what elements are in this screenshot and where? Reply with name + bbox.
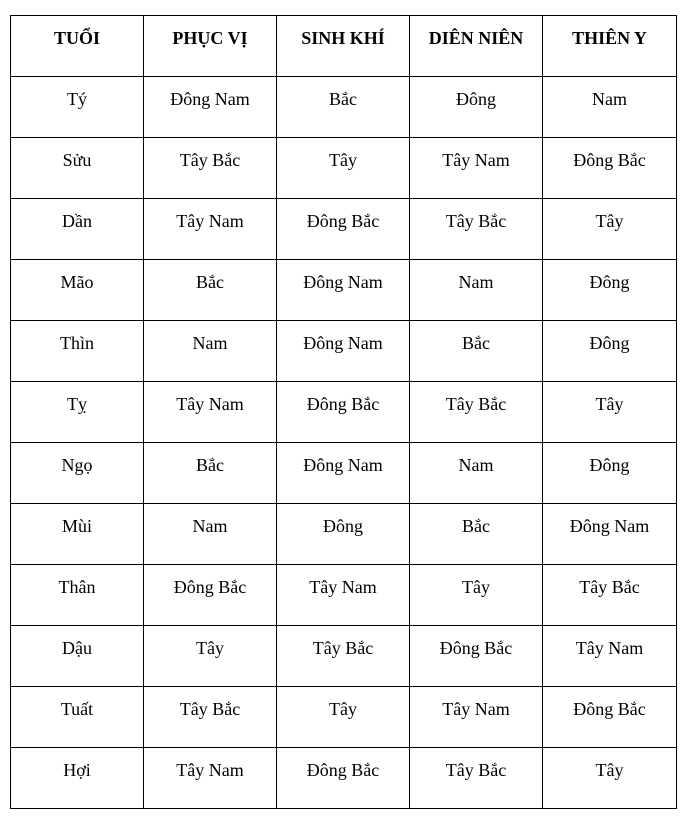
- cell-text: Tây: [595, 760, 624, 780]
- table-cell-tuoi: [11, 260, 144, 321]
- cell-text: Nam: [192, 333, 228, 353]
- header-label: DIÊN NIÊN: [428, 28, 524, 48]
- cell-text: Nam: [192, 516, 228, 536]
- table-cell-dien-nien: [410, 626, 543, 687]
- table-cell-thien-y: [543, 626, 677, 687]
- table-row: [11, 626, 677, 687]
- cell-text: Đông Bắc: [306, 760, 380, 780]
- table-cell-thien-y: [543, 565, 677, 626]
- table-cell-tuoi: [11, 138, 144, 199]
- cell-text: Tây: [595, 211, 624, 231]
- cell-text: Dậu: [62, 638, 92, 658]
- cell-text: Nam: [458, 272, 494, 292]
- cell-text: Tây Nam: [442, 150, 510, 170]
- table-row: [11, 199, 677, 260]
- table-cell-sinh-khi: [277, 77, 410, 138]
- header-label: THIÊN Y: [572, 28, 647, 48]
- table-row: [11, 260, 677, 321]
- table-cell-tuoi: [11, 504, 144, 565]
- table-cell-sinh-khi: [277, 382, 410, 443]
- cell-text: Tây Nam: [176, 211, 244, 231]
- header-cell-phuc-vi: [144, 16, 277, 77]
- table-cell-sinh-khi: [277, 565, 410, 626]
- cell-text: Tây Bắc: [179, 699, 241, 719]
- cell-text: Mùi: [61, 516, 92, 536]
- table-cell-dien-nien: [410, 687, 543, 748]
- cell-text: Đông: [323, 516, 363, 536]
- cell-text: Tây: [595, 394, 624, 414]
- table-cell-dien-nien: [410, 260, 543, 321]
- table-cell-phuc-vi: [144, 260, 277, 321]
- table-cell-dien-nien: [410, 382, 543, 443]
- table-cell-thien-y: [543, 321, 677, 382]
- table-cell-sinh-khi: [277, 260, 410, 321]
- table-cell-sinh-khi: [277, 443, 410, 504]
- cell-text: Đông: [456, 89, 496, 109]
- cell-text: Đông Nam: [303, 333, 383, 353]
- cell-text: Tây: [196, 638, 224, 658]
- cell-text: Sửu: [62, 150, 92, 170]
- cell-text: Tây Bắc: [445, 760, 507, 780]
- table-cell-phuc-vi: [144, 504, 277, 565]
- table-cell-thien-y: [543, 138, 677, 199]
- table-cell-phuc-vi: [144, 382, 277, 443]
- cell-text: Tây Nam: [176, 394, 244, 414]
- cell-text: Bắc: [462, 333, 490, 353]
- cell-text: Bắc: [196, 272, 224, 292]
- header-label: PHỤC VỊ: [172, 28, 248, 48]
- table-cell-phuc-vi: [144, 199, 277, 260]
- header-cell-dien-nien: [410, 16, 543, 77]
- table-cell-dien-nien: [410, 321, 543, 382]
- table-row: [11, 382, 677, 443]
- table-cell-phuc-vi: [144, 565, 277, 626]
- cell-text: Đông: [589, 455, 630, 475]
- cell-text: Ngọ: [61, 455, 93, 475]
- cell-text: Tây Nam: [176, 760, 244, 780]
- header-row: [11, 16, 677, 77]
- cell-text: Đông Bắc: [173, 577, 247, 597]
- cell-text: Tây Nam: [442, 699, 510, 719]
- header-label: SINH KHÍ: [301, 28, 385, 48]
- cell-text: Đông: [589, 272, 630, 292]
- cell-text: Đông Bắc: [439, 638, 513, 658]
- cell-text: Đông Nam: [303, 455, 383, 475]
- cell-text: Đông Bắc: [306, 211, 380, 231]
- table-row: [11, 77, 677, 138]
- cell-text: Dần: [62, 211, 92, 231]
- cell-text: Tây Bắc: [445, 394, 507, 414]
- header-cell-sinh-khi: [277, 16, 410, 77]
- table-row: [11, 687, 677, 748]
- table-cell-dien-nien: [410, 504, 543, 565]
- table-cell-phuc-vi: [144, 321, 277, 382]
- cell-text: Tý: [67, 89, 87, 109]
- cell-text: Đông Bắc: [573, 150, 646, 170]
- cell-text: Bắc: [329, 89, 357, 109]
- table-cell-thien-y: [543, 748, 677, 809]
- direction-table: [10, 15, 677, 809]
- cell-text: Tây: [329, 150, 357, 170]
- header-cell-thien-y: [543, 16, 677, 77]
- cell-text: Tây: [462, 577, 490, 597]
- table-cell-tuoi: [11, 199, 144, 260]
- cell-text: Nam: [592, 89, 627, 109]
- table-cell-dien-nien: [410, 77, 543, 138]
- table-cell-sinh-khi: [277, 138, 410, 199]
- table-cell-phuc-vi: [144, 687, 277, 748]
- cell-text: Mão: [60, 272, 94, 292]
- table-cell-thien-y: [543, 77, 677, 138]
- table-cell-phuc-vi: [144, 443, 277, 504]
- cell-text: Đông Nam: [303, 272, 383, 292]
- table-cell-tuoi: [11, 687, 144, 748]
- table-row: [11, 443, 677, 504]
- table-row: [11, 504, 677, 565]
- table-cell-dien-nien: [410, 138, 543, 199]
- table-cell-sinh-khi: [277, 199, 410, 260]
- table-cell-tuoi: [11, 443, 144, 504]
- table-cell-phuc-vi: [144, 626, 277, 687]
- cell-text: Tây Bắc: [179, 150, 241, 170]
- cell-text: Thân: [58, 577, 96, 597]
- table-row: [11, 748, 677, 809]
- table-row: [11, 565, 677, 626]
- table-cell-phuc-vi: [144, 748, 277, 809]
- cell-text: Đông Nam: [170, 89, 250, 109]
- table-cell-tuoi: [11, 382, 144, 443]
- table-cell-phuc-vi: [144, 138, 277, 199]
- table-cell-thien-y: [543, 687, 677, 748]
- table-cell-sinh-khi: [277, 687, 410, 748]
- cell-text: Thìn: [60, 333, 94, 353]
- header-cell-tuoi: [11, 16, 144, 77]
- cell-text: Bắc: [462, 516, 490, 536]
- direction-table-container: [10, 15, 677, 809]
- table-cell-sinh-khi: [277, 748, 410, 809]
- table-cell-phuc-vi: [144, 77, 277, 138]
- table-cell-dien-nien: [410, 443, 543, 504]
- header-label: TUỔI: [53, 28, 100, 48]
- cell-text: Tuất: [60, 699, 94, 719]
- cell-text: Tỵ: [67, 394, 87, 414]
- table-cell-sinh-khi: [277, 504, 410, 565]
- table-cell-thien-y: [543, 382, 677, 443]
- cell-text: Tây Nam: [309, 577, 377, 597]
- table-cell-tuoi: [11, 748, 144, 809]
- cell-text: Hợi: [63, 760, 91, 780]
- table-row: [11, 138, 677, 199]
- table-cell-dien-nien: [410, 748, 543, 809]
- table-row: [11, 321, 677, 382]
- table-cell-tuoi: [11, 77, 144, 138]
- cell-text: Nam: [458, 455, 494, 475]
- cell-text: Đông: [589, 333, 630, 353]
- cell-text: Đông Bắc: [573, 699, 646, 719]
- cell-text: Tây: [329, 699, 357, 719]
- cell-text: Tây Bắc: [445, 211, 507, 231]
- table-cell-sinh-khi: [277, 626, 410, 687]
- table-cell-dien-nien: [410, 565, 543, 626]
- cell-text: Bắc: [196, 455, 224, 475]
- table-cell-thien-y: [543, 199, 677, 260]
- table-cell-thien-y: [543, 260, 677, 321]
- cell-text: Tây Bắc: [312, 638, 374, 658]
- table-cell-sinh-khi: [277, 321, 410, 382]
- cell-text: Đông Nam: [569, 516, 650, 536]
- table-cell-thien-y: [543, 504, 677, 565]
- table-cell-tuoi: [11, 565, 144, 626]
- cell-text: Đông Bắc: [306, 394, 380, 414]
- table-cell-tuoi: [11, 321, 144, 382]
- cell-text: Tây Bắc: [579, 577, 640, 597]
- table-cell-thien-y: [543, 443, 677, 504]
- cell-text: Tây Nam: [575, 638, 644, 658]
- table-body: [11, 77, 677, 809]
- table-cell-tuoi: [11, 626, 144, 687]
- table-cell-dien-nien: [410, 199, 543, 260]
